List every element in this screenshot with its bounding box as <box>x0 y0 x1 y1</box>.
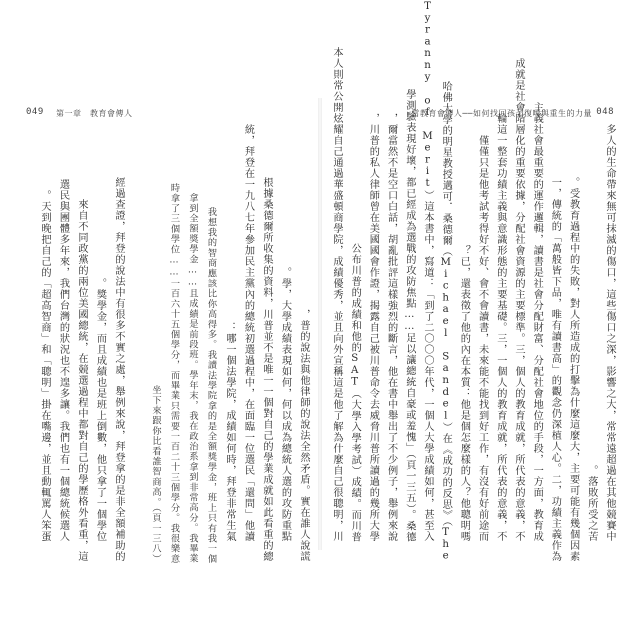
text-column: 本人則常公開炫耀自己通過華盛頓商學院，成績優秀，並且向外宣稱這是他了解為什麼自己很聰明，川 <box>331 47 342 542</box>
text-column: 僅僅只是他考試考得好不好、會不會讀書，未來能不能找到好工作，有沒有好前途而 <box>476 135 488 542</box>
text-column: 輪這一整套功績主義與意識形態的主要基礎。三，一個人的教育成就，所代表的意義，不 <box>494 113 506 542</box>
left-page <box>22 98 318 564</box>
text-column: 多人的生命帶來無可抹滅的傷口，這些傷口之深，影響之大，常常遠超過在其他競賽中 <box>604 124 615 542</box>
block-quote-line: 我想我的智商應該比你高得多。我讀法學院拿的是全額獎學金，班上只有我一個 <box>205 207 217 564</box>
running-head: 第一章 教育會傳人 <box>56 109 133 118</box>
block-quote-line: 時拿了三個學位……一百六十五個學分，而畢業只需要一百二十三個學分。我很樂意 <box>168 183 180 564</box>
text-column: 成就是社會階層化的重要依據，分配社會資源的主要標準。三，個人的教育成就，所代表的意義，不 <box>513 58 524 542</box>
right-page <box>322 1 618 562</box>
page-number: 049 <box>26 107 44 117</box>
text-column: 受教育過程中的失敗，對人所造成的打擊為什麼這麼大，主要可能有幾個因素。 <box>567 177 579 562</box>
text-column: 主義社會最重要的運作邏輯，讀書是社會分配財富、分配社會地位的手段，一方面，教育成 <box>531 102 543 542</box>
text-column: 爾當然不是空口白話，胡亂批評這樣強烈的斷言，他在書中舉出了不少例子，舉例來說， <box>385 113 397 542</box>
text-column: 選民與團體多年來，我們台灣的狀況也不遑多讓。我們也有一個總統候選人 <box>57 179 69 542</box>
page-number: 048 <box>596 107 614 117</box>
block-quote-line: 坐下來跟你比看誰智商高。（頁一三八） <box>150 385 161 564</box>
text-column: 經過查證，拜登的說法中有很多不實之處，舉例來說，拜登拿的是非全額補助的 <box>113 177 124 562</box>
text-column: Tyranny of Merit）這本書中，寫道：「到了二〇〇〇年代，一個人大學成績如何，甚至入 <box>422 1 433 542</box>
text-column: 學，大學成績表現如何，何以成為總統人選的攻防重點。 <box>279 267 291 542</box>
text-column: 來自不同政黨的兩位美國總統，在競選過程中都對自己的學歷格外看重，這 <box>76 199 87 562</box>
text-column <box>130 146 144 542</box>
text-column: 獎學金，而且成績也是班上倒數，他只拿了一個學位。 <box>94 278 106 542</box>
text-column: 川普的私人律師曾在美國國會作證，揭露自己被川普命令去威脅川普所讀過的幾所大學， <box>367 113 379 542</box>
text-column: 公布川普的成績和他的SAT（大學入學考試）成績。而川普 <box>349 242 361 542</box>
text-column: 統，拜登在一九八七年參加民主黨內的總統初選過程中，在面臨一位選民「還問」他讀 <box>242 124 254 542</box>
text-column: 哈佛大學的明星教授邁可．桑德爾（Michael Sandel）在《成功的反思》（The <box>440 80 452 562</box>
text-column: 普的說法與他律師的說法全然矛盾。實在誰人說謊， <box>298 309 309 562</box>
text-column: 一，傳統的「萬般皆下品，唯有讀書高」的觀念仍深植人心。二，功績主義作為 <box>549 177 561 562</box>
text-column: 天到晚把自己的「超高智商」和「聰明」掛在嘴邊，並且動輒罵人笨蛋。 <box>39 190 50 542</box>
text-column: 落敗所受之苦。 <box>585 465 597 542</box>
text-column: 學測驗表現好壞，都已經成為選戰的攻防焦點……足以讓總統自豪或羞愧」（頁一三五）。桑德 <box>403 88 415 542</box>
text-column: 哪一個法學院，成績如何時，拜登非常生氣： <box>224 322 235 542</box>
running-head: 當教育會傳人──如何找回孩子復嘎與重生的力量 <box>411 109 592 118</box>
text-column: 已，還表徵了他的內在本質：他是個怎麼樣的人？他聰明嗎？ <box>458 245 470 542</box>
text-column: 根據桑德爾所收集的資料，川普並不是唯一一個對自己的學業成就如此看重的總 <box>261 177 272 562</box>
body-text <box>32 124 310 564</box>
block-quote-line: 拿到全額獎學金……且成績是前段班。學年末，我在政治系拿到非常高分。我畢業 <box>187 193 198 564</box>
